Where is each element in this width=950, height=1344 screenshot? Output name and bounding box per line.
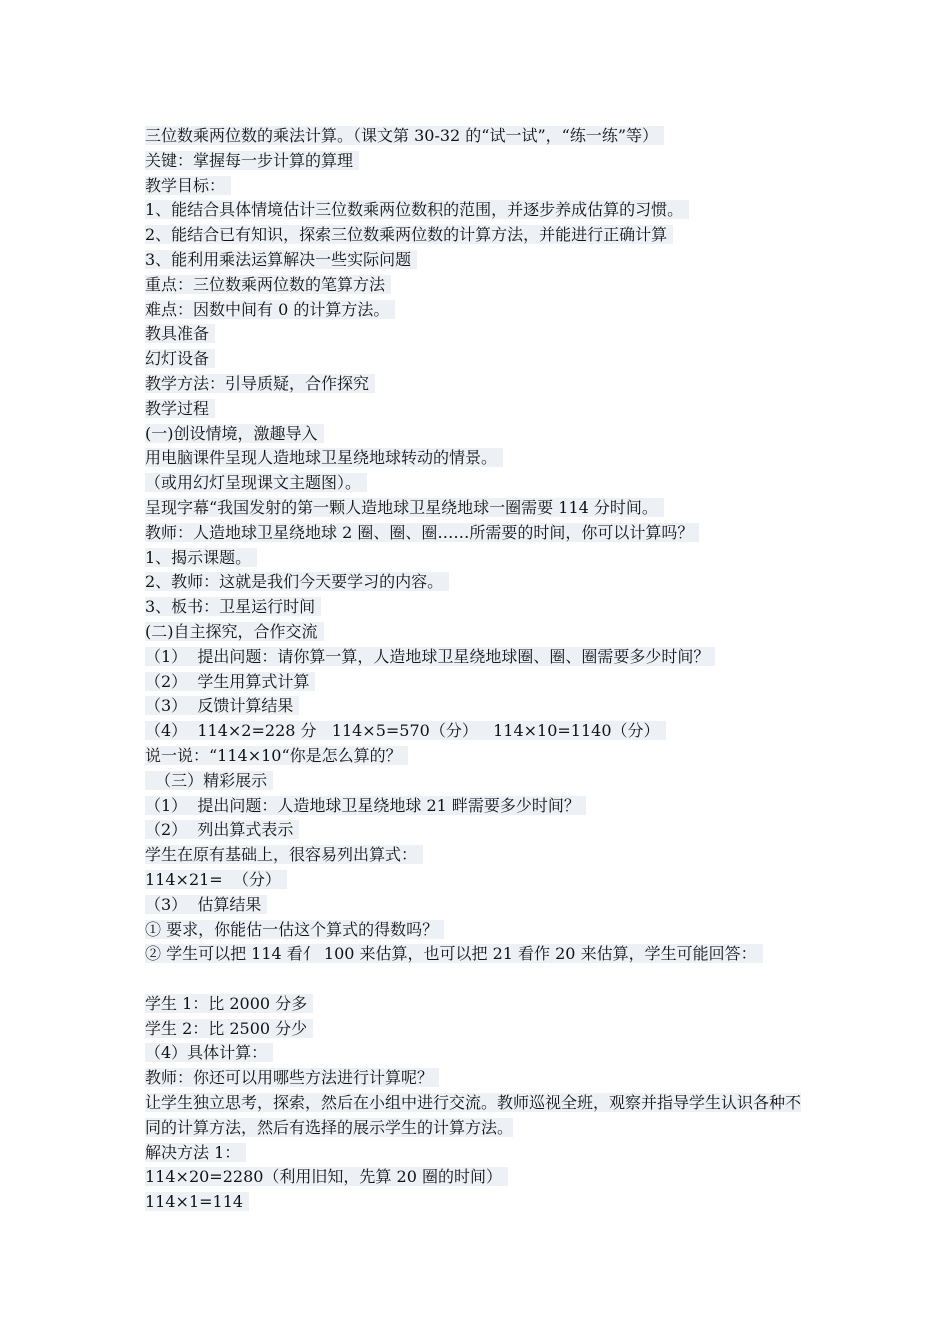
text-line: 学生 1：比 2000 分多 bbox=[145, 992, 815, 1017]
text-line: 教学方法：引导质疑，合作探究 bbox=[145, 372, 815, 397]
text-line: 114×21= （分） bbox=[145, 868, 815, 893]
text-line: （三）精彩展示 bbox=[145, 769, 815, 794]
text-line: 幻灯设备 bbox=[145, 347, 815, 372]
text-line: （1） 提出问题：人造地球卫星绕地球 21 畔需要多少时间？ bbox=[145, 794, 815, 819]
text-line: 学生在原有基础上，很容易列出算式： bbox=[145, 843, 815, 868]
text-line: (二)自主探究，合作交流 bbox=[145, 620, 815, 645]
text-line: 教学目标： bbox=[145, 174, 815, 199]
text-line: （3） 估算结果 bbox=[145, 893, 815, 918]
text-line: ② 学生可以把 114 看亻 100 来估算，也可以把 21 看作 20 来估算，学生可能回答： bbox=[145, 942, 815, 967]
text-line: （2） 列出算式表示 bbox=[145, 818, 815, 843]
text-line: 教学过程 bbox=[145, 397, 815, 422]
text-line: 难点：因数中间有 0 的计算方法。 bbox=[145, 298, 815, 323]
text-line: 2、教师：这就是我们今天要学习的内容。 bbox=[145, 570, 815, 595]
text-line: 3、能利用乘法运算解决一些实际问题 bbox=[145, 248, 815, 273]
text-line: （1） 提出问题：请你算一算，人造地球卫星绕地球圈、圈、圈需要多少时间？ bbox=[145, 645, 815, 670]
text-line: 教师：你还可以用哪些方法进行计算呢？ bbox=[145, 1066, 815, 1091]
text-line: ① 要求，你能估一估这个算式的得数吗？ bbox=[145, 918, 815, 943]
text-line: 2、能结合已有知识，探索三位数乘两位数的计算方法，并能进行正确计算 bbox=[145, 223, 815, 248]
text-line: 重点：三位数乘两位数的笔算方法 bbox=[145, 273, 815, 298]
text-line: 教师：人造地球卫星绕地球 2 圈、圈、圈……所需要的时间，你可以计算吗？ bbox=[145, 521, 815, 546]
text-line: 1、揭示课题。 bbox=[145, 546, 815, 571]
text-line: (一)创设情境，激趣导入 bbox=[145, 422, 815, 447]
text-line: 说一说：“114×10“你是怎么算的？ bbox=[145, 744, 815, 769]
text-line: 呈现字幕“我国发射的第一颗人造地球卫星绕地球一圈需要 114 分时间。 bbox=[145, 496, 815, 521]
blank-line bbox=[145, 967, 815, 992]
text-line: 114×1=114 bbox=[145, 1190, 815, 1215]
text-paragraph: 让学生独立思考，探索，然后在小组中进行交流。教师巡视全班，观察并指导学生认识各种不同的计算方法，然后有选择的展示学生的计算方法。 bbox=[145, 1093, 802, 1137]
text-line: 解决方法 1： bbox=[145, 1141, 815, 1166]
text-line: （4） 114×2=228 分 114×5=570（分） 114×10=1140（分） bbox=[145, 719, 815, 744]
text-line: 1、能结合具体情境估计三位数乘两位数积的范围，并逐步养成估算的习惯。 bbox=[145, 198, 815, 223]
document-page bbox=[145, 124, 815, 1215]
text-line: 三位数乘两位数的乘法计算。（课文第 30-32 的“试一试”，“练一练”等） bbox=[145, 124, 815, 149]
text-line: 学生 2：比 2500 分少 bbox=[145, 1017, 815, 1042]
text-line: （或用幻灯呈现课文主题图）。 bbox=[145, 471, 815, 496]
text-line: 教具准备 bbox=[145, 322, 815, 347]
text-line: 3、板书：卫星运行时间 bbox=[145, 595, 815, 620]
text-line: 用电脑课件呈现人造地球卫星绕地球转动的情景。 bbox=[145, 446, 815, 471]
text-line: 关键：掌握每一步计算的算理 bbox=[145, 149, 815, 174]
text-line: （2） 学生用算式计算 bbox=[145, 670, 815, 695]
text-line: （3） 反馈计算结果 bbox=[145, 694, 815, 719]
text-line: （4）具体计算： bbox=[145, 1041, 815, 1066]
text-line: 114×20=2280（利用旧知，先算 20 圈的时间） bbox=[145, 1165, 815, 1190]
